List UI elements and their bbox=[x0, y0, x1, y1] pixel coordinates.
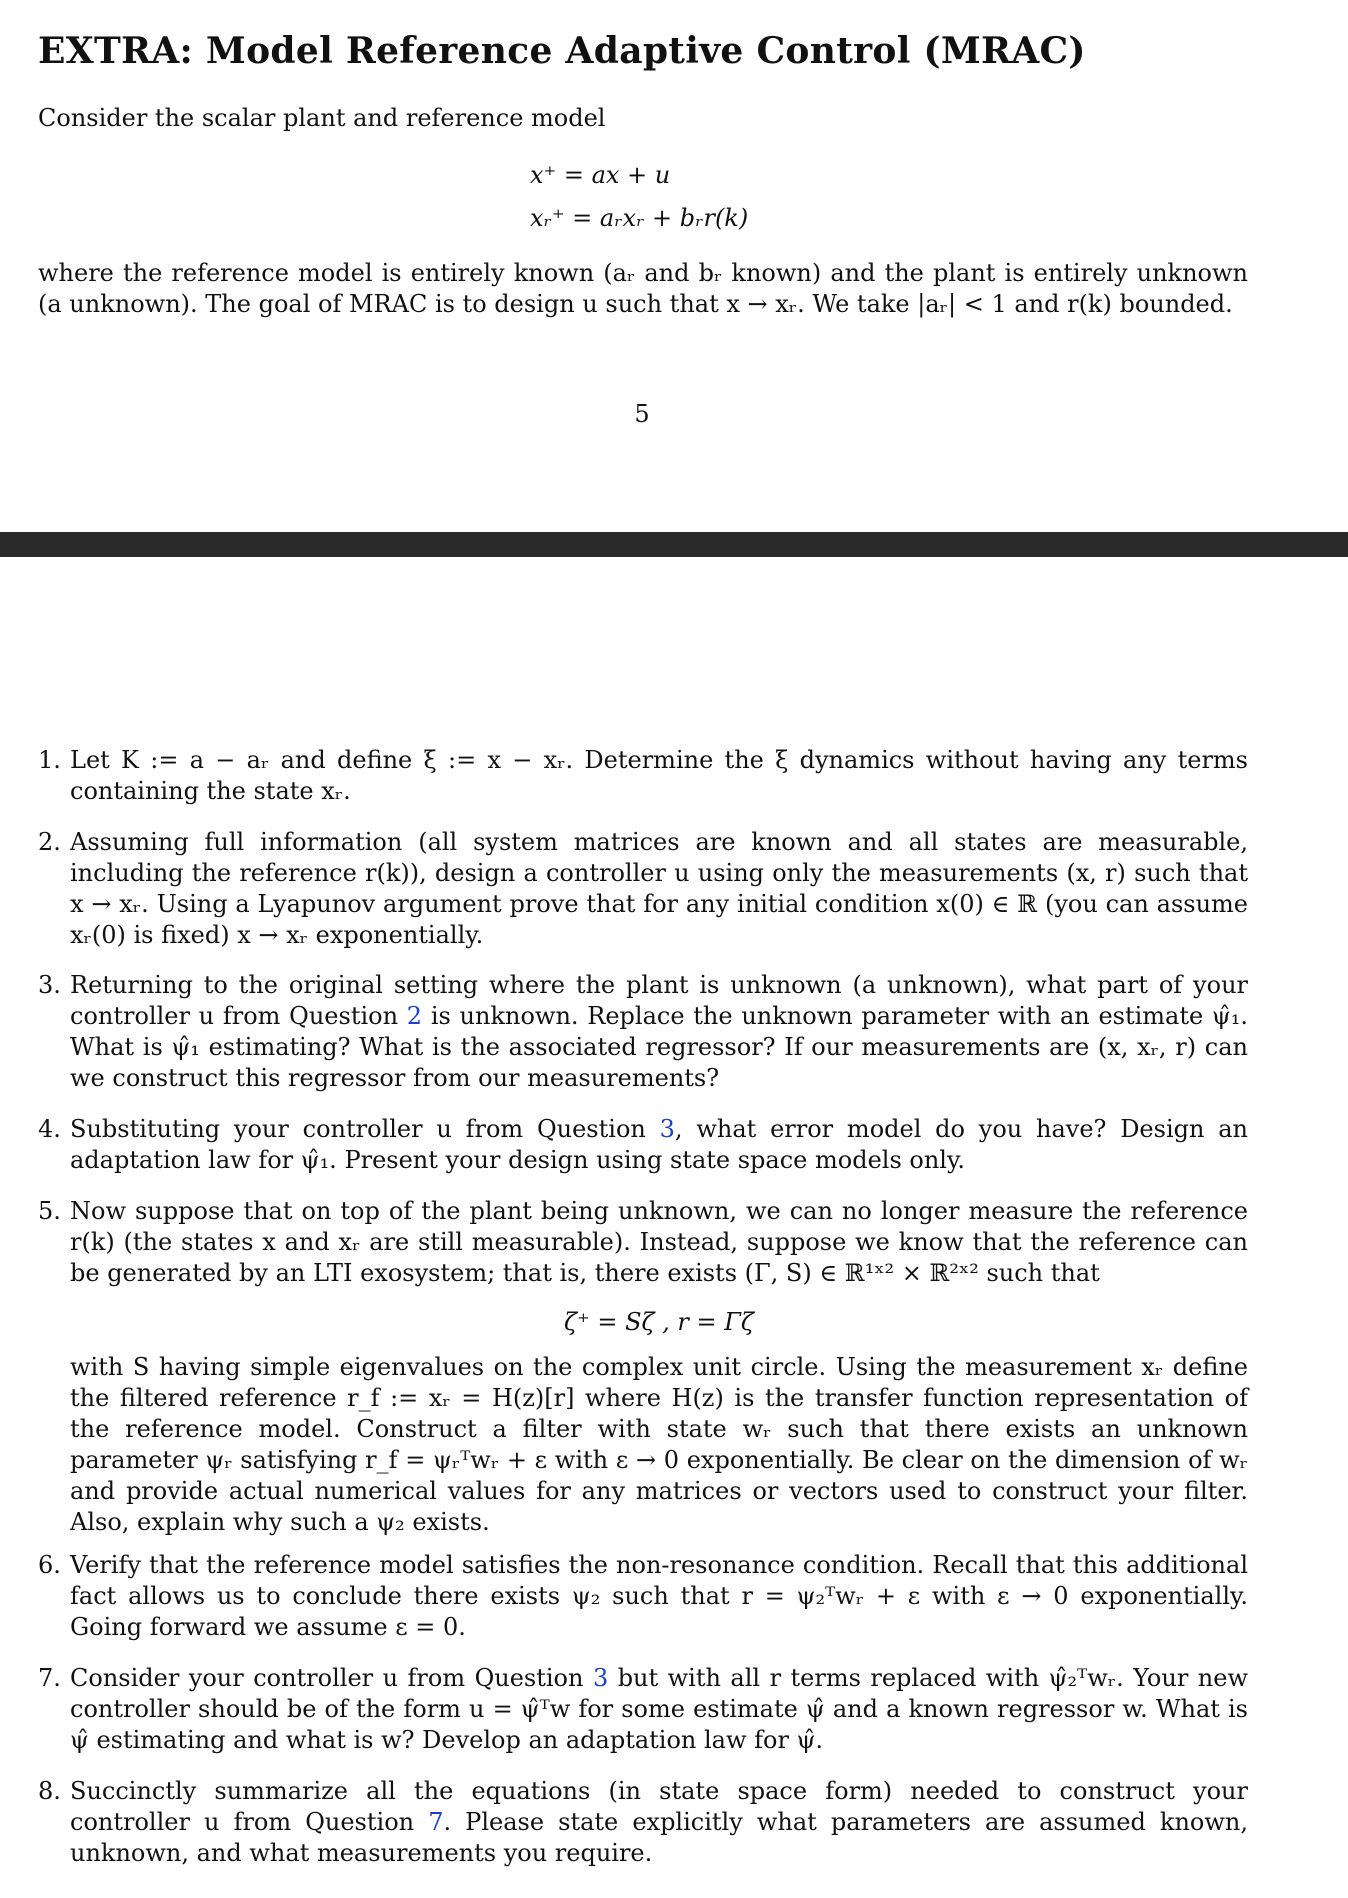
question-text: Verify that the reference model satisfies the non-resonance condition. Recall that this additional fact allows us to conclude there exists ψ₂ such that r = ψ₂ᵀwᵣ + ε with ε → 0 exponentially. Going forward we assume ε = 0. bbox=[70, 1551, 1248, 1641]
section-title: EXTRA: Model Reference Adaptive Control (MRAC) bbox=[38, 30, 1086, 72]
page-number: 5 bbox=[634, 400, 650, 428]
page-5 bbox=[0, 0, 1348, 532]
question-link[interactable]: 7 bbox=[428, 1808, 444, 1836]
question-link[interactable]: 2 bbox=[406, 1002, 423, 1030]
question-6 bbox=[38, 1550, 1248, 1643]
question-link[interactable]: 3 bbox=[659, 1115, 675, 1143]
question-number: 5. bbox=[38, 1197, 61, 1225]
question-text: Consider your controller u from Question 3 but with all r terms replaced with ψ̂₂ᵀwᵣ. Your new controller should be of the form u = ψ̂ᵀw for some estimate ψ̂ and a known regressor w. What is ψ̂ estimating and what is w? Develop an adaptation law for ψ̂. bbox=[70, 1664, 1248, 1754]
question-text: Assuming full information (all system matrices are known and all states are measurable, including the reference r(k)), design a controller u using only the measurements (x, r) such that x → xᵣ. Using a Lyapunov argument prove that for any initial condition x(0) ∈ ℝ (you can assume xᵣ(0) is fixed) x → xᵣ exponentially. bbox=[70, 828, 1248, 949]
exosystem-equation: ζ⁺ = Sζ , r = Γζ bbox=[564, 1308, 754, 1336]
question-text: Succinctly summarize all the equations (in state space form) needed to construct your controller u from Question 7. Please state explicitly what parameters are assumed known, unknown, and what measurements you require. bbox=[70, 1777, 1248, 1867]
question-text: Returning to the original setting where the plant is unknown (a unknown), what part of your controller u from Question 2 is unknown. Replace the unknown parameter with an estimate ψ̂₁. What is ψ̂₁ estimating? What is the associated regressor? If our measurements are (x, xᵣ, r) can we construct this regressor from our measurements? bbox=[70, 971, 1249, 1092]
reference-model-equation: xᵣ⁺ = aᵣxᵣ + bᵣr(k) bbox=[530, 204, 749, 232]
page-6 bbox=[0, 557, 1348, 1898]
question-number: 6. bbox=[38, 1551, 61, 1579]
plant-equation: x⁺ = ax + u bbox=[530, 161, 671, 189]
question-text: Let K := a − aᵣ and define ξ := x − xᵣ. Determine the ξ dynamics without having any terms containing the state xᵣ. bbox=[70, 746, 1248, 805]
question-number: 8. bbox=[38, 1777, 61, 1805]
question-link[interactable]: 3 bbox=[592, 1664, 609, 1692]
question-7 bbox=[38, 1663, 1248, 1756]
question-number: 7. bbox=[38, 1664, 61, 1692]
question-number: 4. bbox=[38, 1115, 61, 1143]
question-text: Now suppose that on top of the plant being unknown, we can no longer measure the reference r(k) (the states x and xᵣ are still measurable). Instead, suppose we know that the reference can be generated by an LTI exosystem; that is, there exists (Γ, S) ∈ ℝ¹ˣ² × ℝ²ˣ² such that ζ⁺ = Sζ , r = Γζ with S having simple eigenvalues on the complex unit circle. Using the measurement xᵣ define the filtered reference r_f := xᵣ = H(z)[r] where H(z) is the transfer function representation of the reference model. Construct a filter with state wᵣ such that there exists an unknown parameter ψᵣ satisfying r_f = ψᵣᵀwᵣ + ε with ε → 0 exponentially. Be clear on the dimension of wᵣ and provide actual numerical values for any matrices or vectors used to construct your filter. Also, explain why such a ψ₂ exists. bbox=[70, 1197, 1248, 1536]
question-text: Substituting your controller u from Question 3, what error model do you have? Design an adaptation law for ψ̂₁. Present your design using state space models only. bbox=[70, 1115, 1248, 1174]
question-2 bbox=[38, 827, 1248, 951]
question-number: 2. bbox=[38, 828, 61, 856]
question-1 bbox=[38, 745, 1248, 807]
question-4 bbox=[38, 1114, 1248, 1176]
intro-text: Consider the scalar plant and reference model bbox=[38, 104, 606, 132]
question-3 bbox=[38, 970, 1248, 1094]
question-number: 3. bbox=[38, 971, 61, 999]
question-8 bbox=[38, 1776, 1248, 1869]
question-number: 1. bbox=[38, 746, 61, 774]
page-separator bbox=[0, 532, 1348, 557]
problem-description: where the reference model is entirely known (aᵣ and bᵣ known) and the plant is entirely unknown (a unknown). The goal of MRAC is to design u such that x → xᵣ. We take |aᵣ| < 1 and r(k) bounded. bbox=[38, 259, 1248, 318]
question-5 bbox=[38, 1196, 1248, 1538]
